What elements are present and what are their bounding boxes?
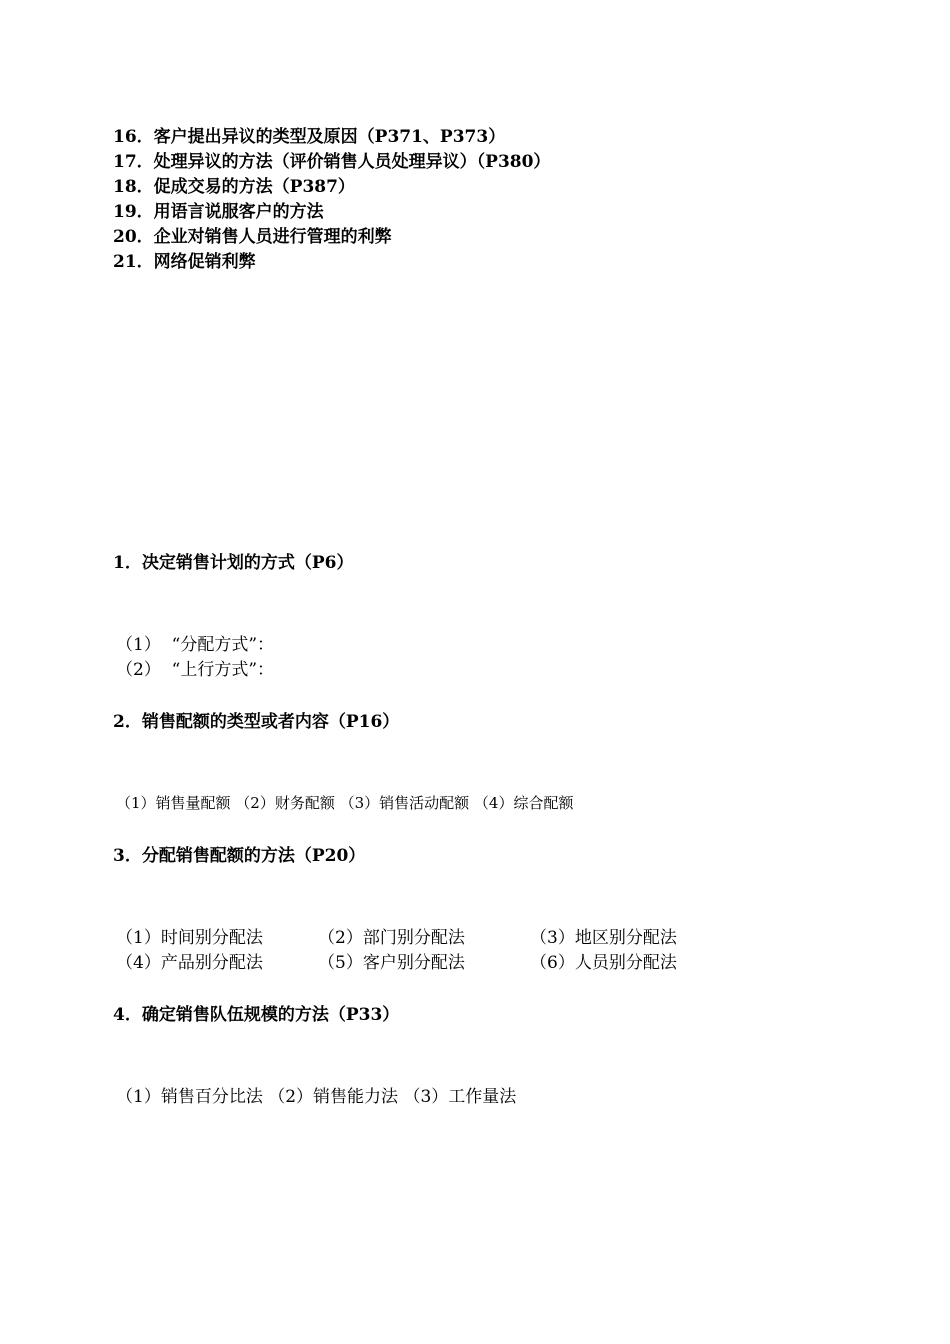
list-item-17: 17．处理异议的方法（评价销售人员处理异议）（P380） bbox=[113, 152, 551, 172]
list-item-18: 18．促成交易的方法（P387） bbox=[113, 177, 355, 197]
list-item-19: 19．用语言说服客户的方法 bbox=[113, 202, 324, 222]
section-3-item-3: （3）地区别分配法 bbox=[530, 928, 677, 948]
section-2-items: （1）销售量配额 （2）财务配额 （3）销售活动配额 （4）综合配额 bbox=[116, 794, 574, 812]
section-4-heading: 4．确定销售队伍规模的方法（P33） bbox=[113, 1005, 400, 1025]
list-item-16: 16．客户提出异议的类型及原因（P371、P373） bbox=[113, 127, 506, 147]
section-2-heading: 2．销售配额的类型或者内容（P16） bbox=[113, 712, 400, 732]
section-3-item-5: （5）客户别分配法 bbox=[318, 953, 465, 973]
section-1-item-1: （1） “分配方式”： bbox=[116, 635, 275, 655]
list-item-20: 20．企业对销售人员进行管理的利弊 bbox=[113, 227, 392, 247]
section-1-item-2: （2） “上行方式”： bbox=[116, 660, 275, 680]
section-1-heading: 1．决定销售计划的方式（P6） bbox=[113, 553, 354, 573]
section-3-item-4: （4）产品别分配法 bbox=[116, 953, 263, 973]
list-item-21: 21．网络促销利弊 bbox=[113, 252, 256, 272]
section-3-item-1: （1）时间别分配法 bbox=[116, 928, 263, 948]
section-3-heading: 3．分配销售配额的方法（P20） bbox=[113, 846, 366, 866]
section-3-item-6: （6）人员别分配法 bbox=[530, 953, 677, 973]
section-3-item-2: （2）部门别分配法 bbox=[318, 928, 465, 948]
section-4-items: （1）销售百分比法 （2）销售能力法 （3）工作量法 bbox=[116, 1087, 517, 1107]
